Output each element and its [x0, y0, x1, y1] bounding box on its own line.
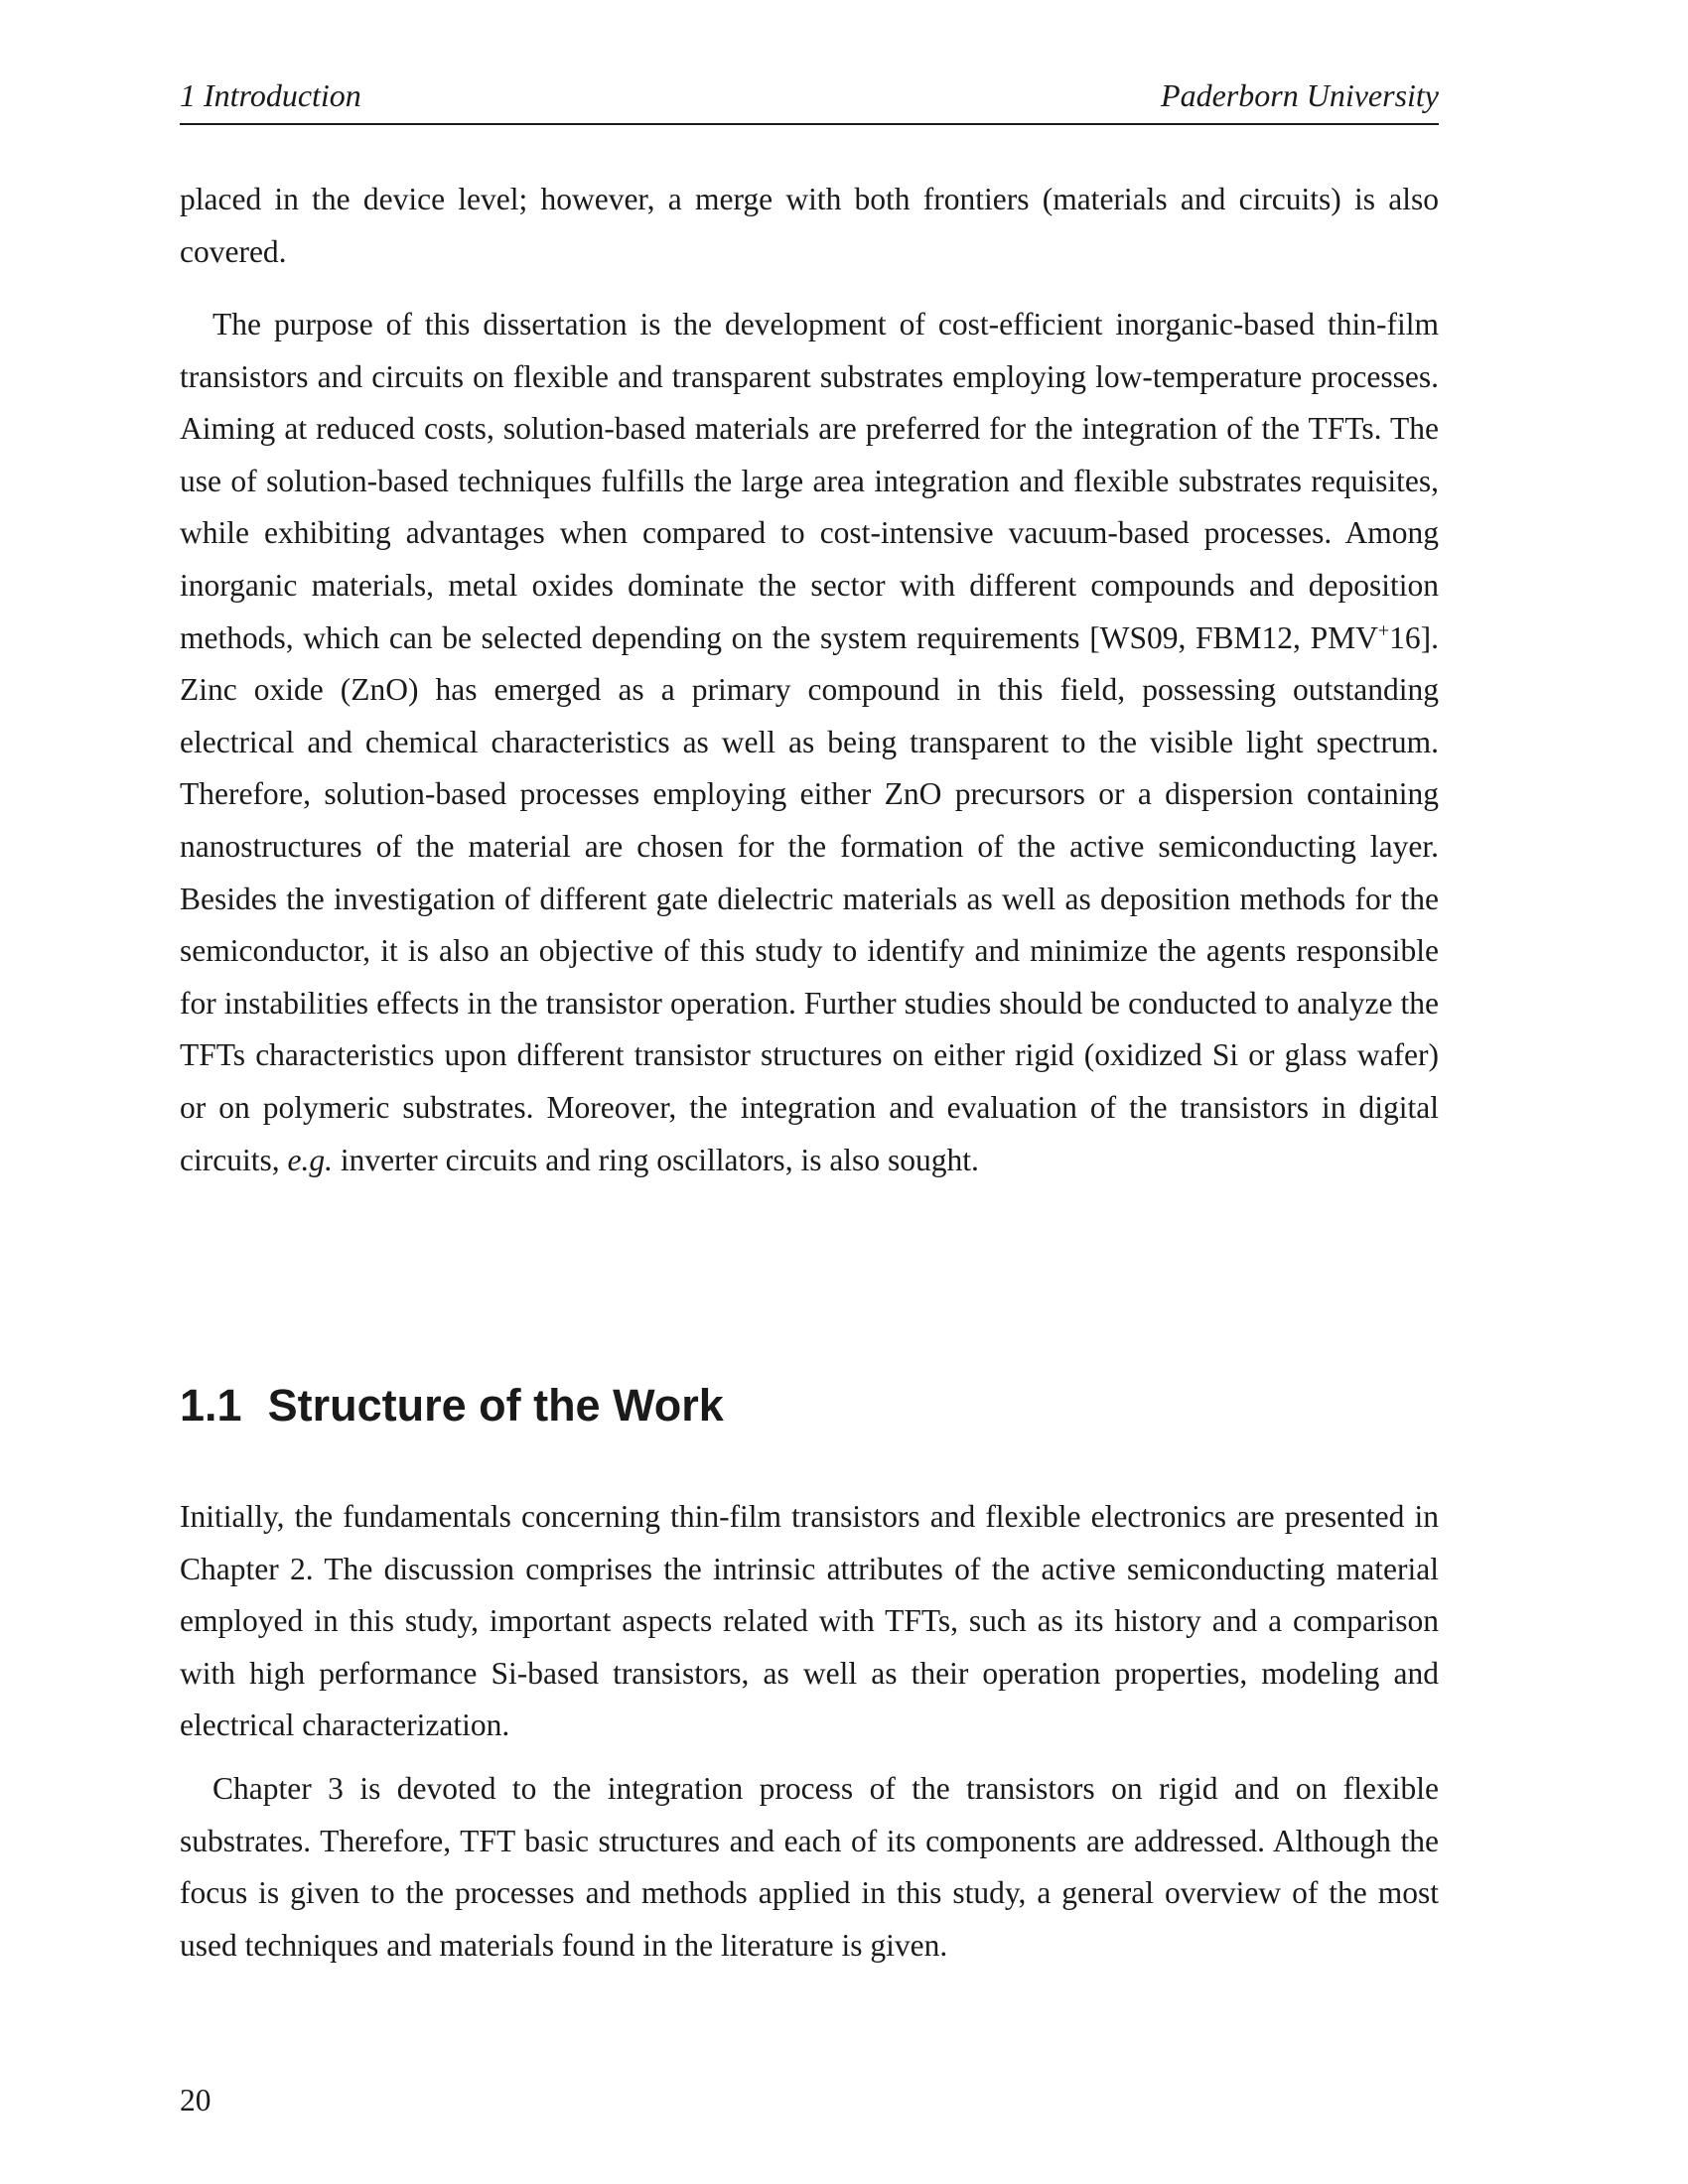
header-chapter: 1 Introduction: [180, 77, 361, 113]
paragraph-purpose-part-a: The purpose of this dissertation is the development of cost-efficient inorganic-based thin-film transistors and circuits on flexible and transparent substrates employing low-temperature processes. Aiming at reduced costs, solution-based materials are preferred for the integration of the TFTs. The use of solution-based techniques fulfills the large area integration and flexible substrates requisites, while exhibiting advantages when compared to cost-intensive vacuum-based processes. Among inorganic materials, metal oxides dominate the sector with different compounds and deposition methods, which can be selected depending on the system requirements [WS09, FBM12, PMV: [180, 307, 1439, 655]
paragraph-purpose-part-b: 16]. Zinc oxide (ZnO) has emerged as a primary compound in this field, possessing outstanding electrical and chemical characteristics as well as being transparent to the visible light spectrum. Therefore, solution-based processes employing either ZnO precursors or a dispersion containing nanostructures of the material are chosen for the formation of the active semiconducting layer. Besides the investigation of different gate dielectric materials as well as deposition methods for the semiconductor, it is also an objective of this study to identify and minimize the agents responsible for instabilities effects in the transistor operation. Further studies should be conducted to analyze the TFTs characteristics upon different transistor structures on either rigid (oxidized Si or glass wafer) or on polymeric substrates. Moreover, the integration and evaluation of the transistors in digital circuits,: [180, 619, 1439, 1177]
page-number: 20: [180, 2083, 211, 2117]
running-header: [180, 77, 1439, 125]
paragraph-chapter-2: Initially, the fundamentals concerning thin-film transistors and flexible electronics are presented in Chapter 2. The discussion comprises the intrinsic attributes of the active semiconducting material employed in this study, important aspects related with TFTs, such as its history and a comparison with high performance Si-based transistors, as well as their operation properties, modeling and electrical characterization.: [180, 1499, 1439, 1743]
paragraph-chapter-3: Chapter 3 is devoted to the integration process of the transistors on rigid and on flexible substrates. Therefore, TFT basic structures and each of its components are addressed. Although the focus is given to the processes and methods applied in this study, a general overview of the most used techniques and materials found in the literature is given.: [180, 1771, 1439, 1963]
superscript-plus: +: [1377, 619, 1390, 642]
emphasis-eg: e.g.: [287, 1142, 333, 1177]
header-institution: Paderborn University: [1161, 77, 1439, 113]
section-heading: [180, 1380, 724, 1432]
section-title: Structure of the Work: [267, 1380, 724, 1431]
paragraph-continuation: placed in the device level; however, a merge with both frontiers (materials and circuits) is also covered.: [180, 182, 1439, 269]
paragraph-purpose-part-c: inverter circuits and ring oscillators, is also sought.: [340, 1142, 979, 1177]
document-page: [180, 0, 1439, 2184]
section-number: 1.1: [180, 1380, 242, 1431]
paragraph-purpose: [180, 299, 1439, 1186]
